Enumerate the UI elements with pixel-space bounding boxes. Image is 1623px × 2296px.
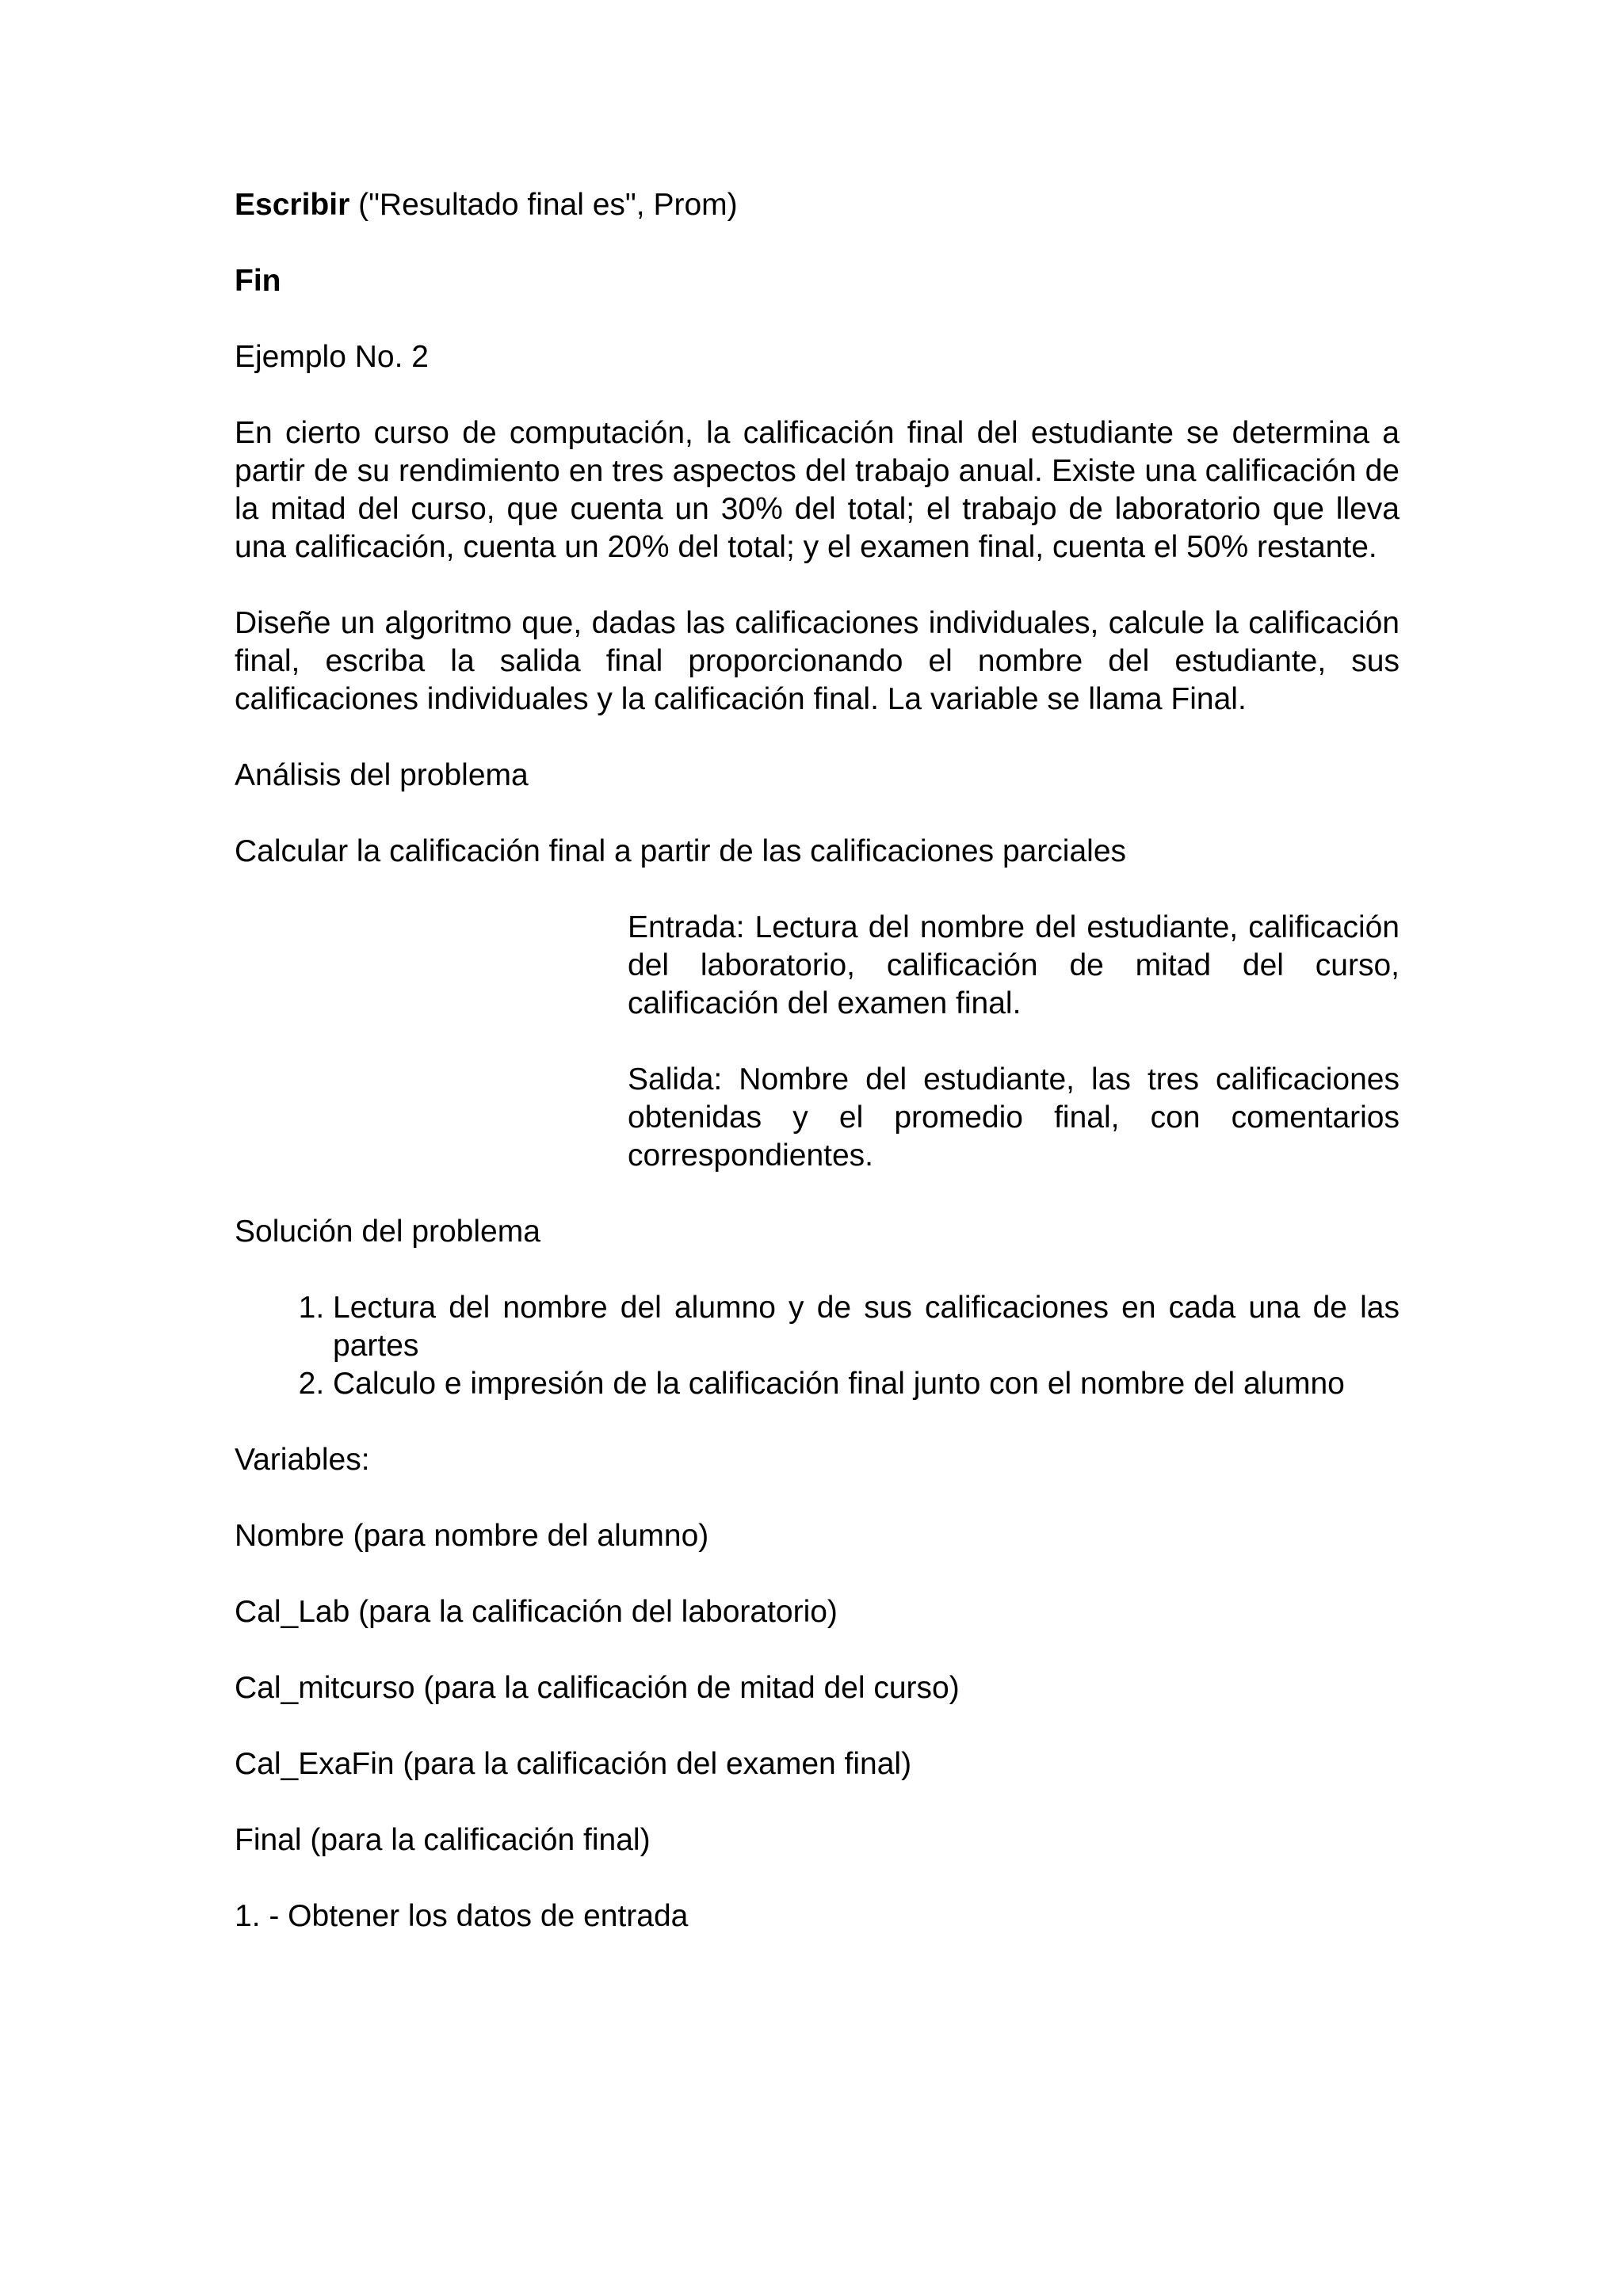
solution-heading: Solución del problema — [235, 1215, 540, 1249]
solution-step: 1. Lectura del nombre del alumno y de sus calificaciones en cada una de las partes — [333, 1289, 1400, 1365]
output-description: Salida: Nombre del estudiante, las tres calificaciones obtenidas y el promedio final, con comentarios correspondientes. — [628, 1062, 1400, 1173]
fin-keyword: Fin — [235, 264, 281, 298]
variable-item: Nombre (para nombre del alumno) — [235, 1519, 709, 1553]
variables-heading: Variables: — [235, 1443, 370, 1477]
input-description: Entrada: Lectura del nombre del estudiante, calificación del laboratorio, calificación de mitad del curso, calificación del examen final. — [628, 910, 1400, 1020]
solution-steps-list — [235, 1289, 1400, 1403]
document-page — [235, 186, 1400, 1974]
design-paragraph: Diseñe un algoritmo que, dadas las calificaciones individuales, calcule la calificación final, escriba la salida final proporcionando el nombre del estudiante, sus calificaciones individuales y la calificación final. La variable se llama Final. — [235, 606, 1400, 716]
escribir-line — [235, 186, 1400, 224]
variable-item: Cal_mitcurso (para la calificación de mitad del curso) — [235, 1671, 960, 1705]
analysis-text: Calcular la calificación final a partir de las calificaciones parciales — [235, 834, 1127, 868]
variable-item: Cal_Lab (para la calificación del laboratorio) — [235, 1595, 838, 1629]
example-heading: Ejemplo No. 2 — [235, 340, 429, 374]
analysis-heading: Análisis del problema — [235, 758, 529, 792]
intro-paragraph: En cierto curso de computación, la calificación final del estudiante se determina a partir de su rendimiento en tres aspectos del trabajo anual. Existe una calificación de la mitad del curso, que cuenta un 30% del total; el trabajo de laboratorio que lleva una calificación, cuenta un 20% del total; y el examen final, cuenta el 50% restante. — [235, 416, 1400, 564]
variable-item: Final (para la calificación final) — [235, 1823, 651, 1857]
variable-item: Cal_ExaFin (para la calificación del examen final) — [235, 1747, 912, 1781]
obtain-input-step: 1. - Obtener los datos de entrada — [235, 1899, 689, 1933]
escribir-args: ("Resultado final es", Prom) — [349, 188, 738, 222]
escribir-keyword: Escribir — [235, 188, 350, 222]
solution-step: 2. Calculo e impresión de la calificación final junto con el nombre del alumno — [333, 1365, 1400, 1403]
